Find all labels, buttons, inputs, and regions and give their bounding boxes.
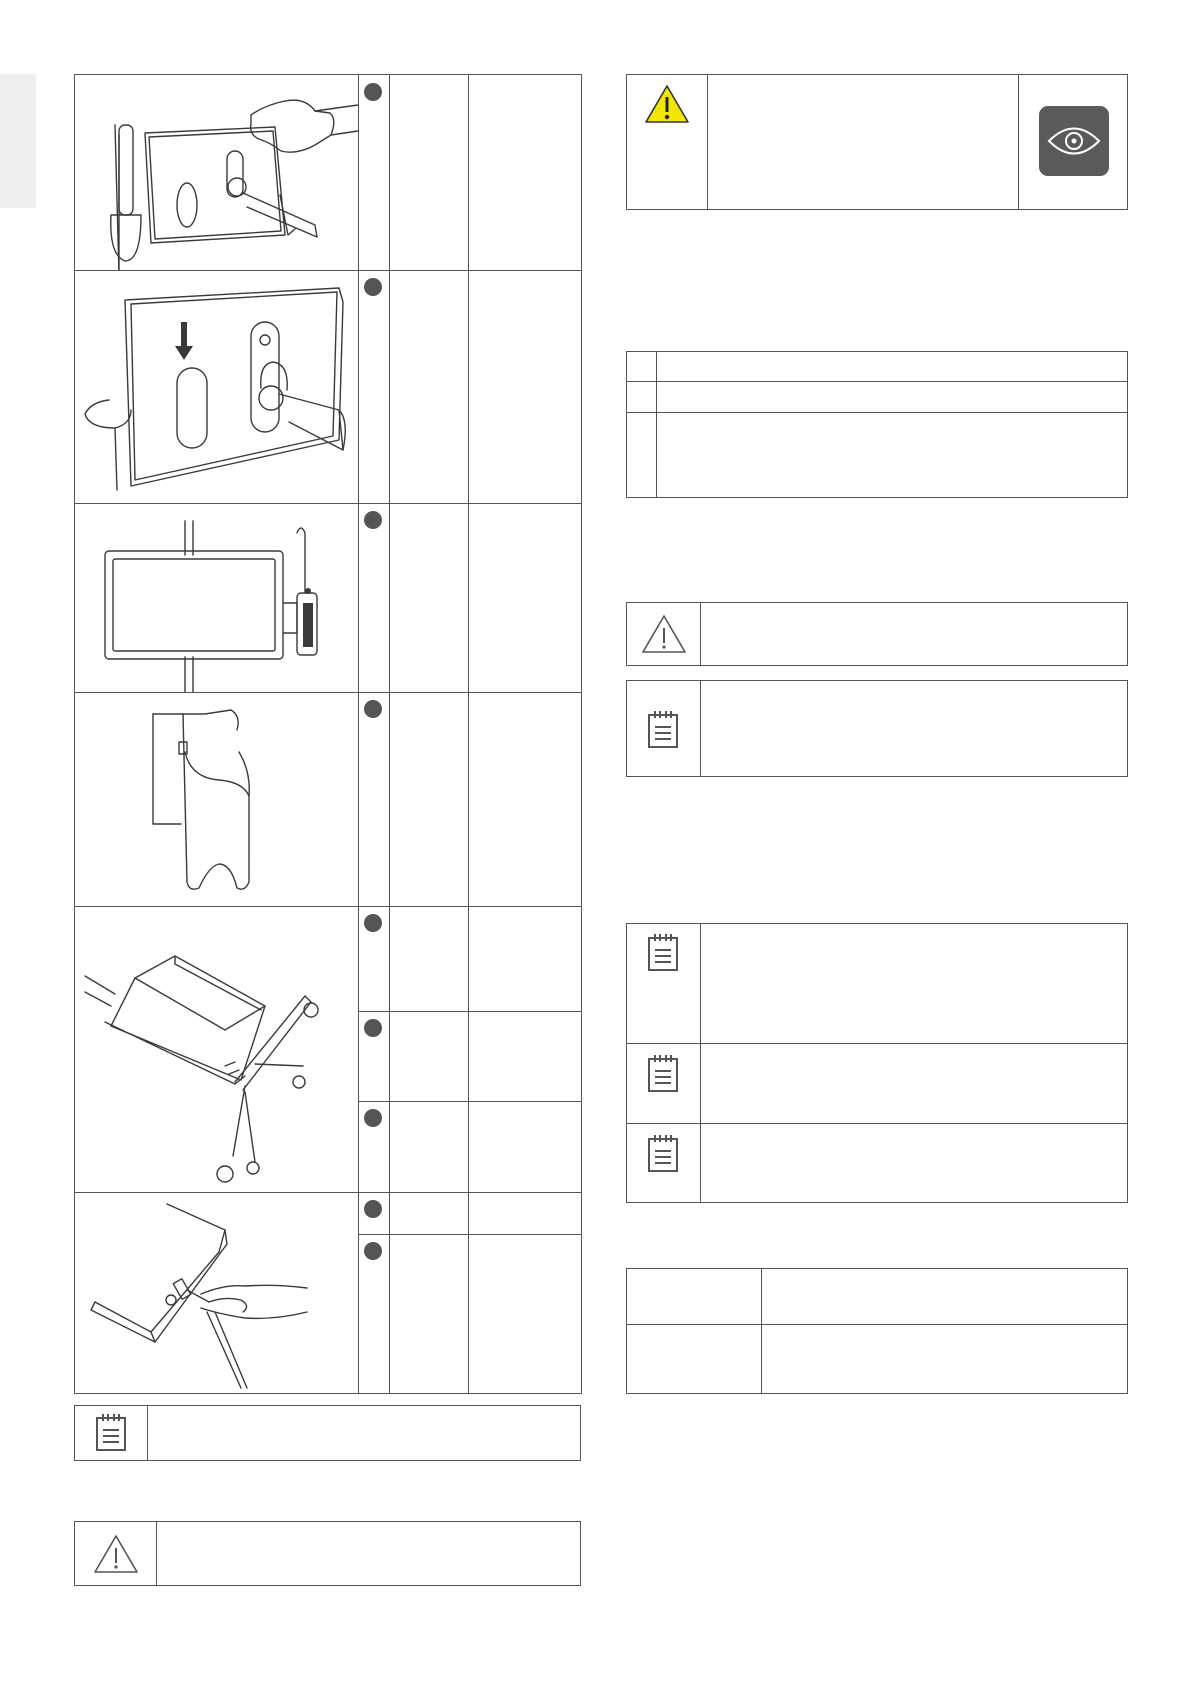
step-marker (364, 1019, 382, 1037)
cable-plug-hand-illustration (75, 1192, 358, 1395)
mount-plate-hand-illustration (75, 75, 358, 270)
caution-box (74, 1521, 581, 1586)
note-box (74, 1405, 581, 1461)
numbered-table (626, 351, 1128, 498)
warning-triangle-icon (93, 1533, 139, 1575)
warning-triangle-icon (641, 613, 687, 655)
mount-plate-slot-arrow-illustration (75, 270, 358, 503)
spec-table (626, 1268, 1128, 1394)
notepad-icon (95, 1412, 127, 1452)
warning-box (626, 74, 1128, 210)
cart-with-monitor-illustration (75, 906, 358, 1192)
step-marker (364, 1200, 382, 1218)
notes-group (626, 923, 1128, 1203)
notepad-icon (647, 709, 679, 749)
monitor-front-illustration (75, 503, 358, 692)
notepad-icon (647, 932, 679, 972)
eye-icon (1039, 106, 1109, 176)
step-marker (364, 278, 382, 296)
step-marker (364, 914, 382, 932)
notepad-icon (647, 1133, 679, 1173)
installation-steps-table (74, 74, 582, 1394)
step-marker (364, 1242, 382, 1260)
eye-badge (1039, 106, 1109, 176)
warning-triangle-yellow-icon (644, 83, 690, 125)
holder-bracket-illustration (75, 692, 358, 906)
caution-box (626, 602, 1128, 666)
chapter-tab (0, 74, 36, 208)
step-marker (364, 1109, 382, 1127)
step-marker (364, 511, 382, 529)
step-marker (364, 83, 382, 101)
notepad-icon (647, 1053, 679, 1093)
step-marker (364, 700, 382, 718)
note-box (626, 680, 1128, 777)
